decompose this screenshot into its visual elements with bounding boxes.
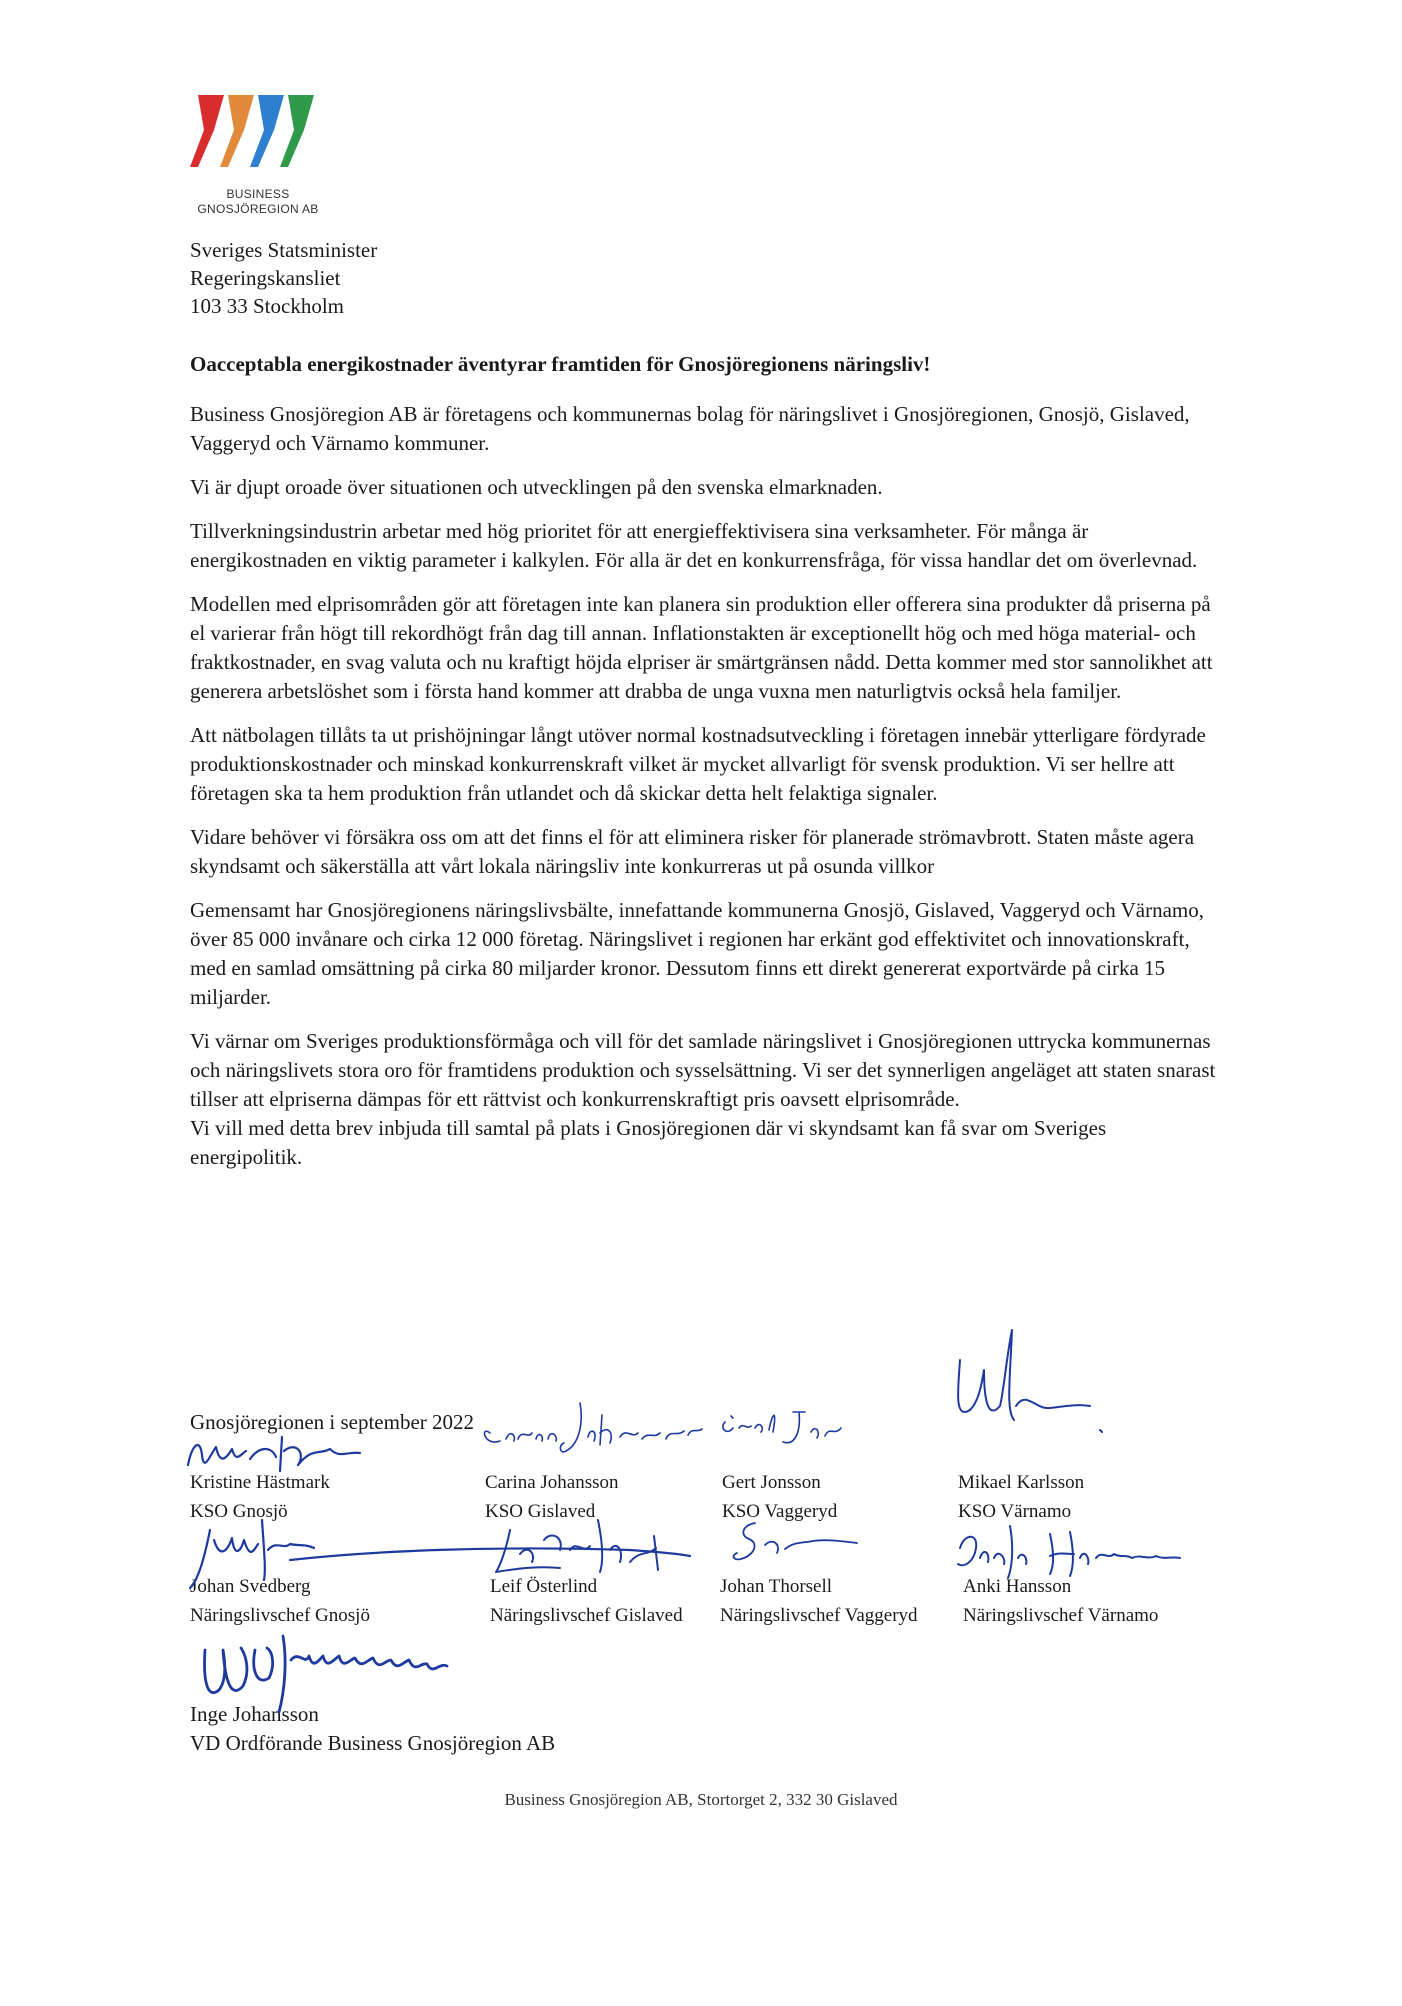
signatory-title: Näringslivschef Gislaved	[490, 1605, 683, 1626]
signature-kristine-scribble	[180, 1425, 380, 1485]
handwritten-gert: Gert Jon	[715, 1389, 770, 1406]
signatory-title: KSO Värnamo	[958, 1501, 1072, 1522]
signatory-name: Carina Johansson	[485, 1472, 619, 1493]
date-line: Gnosjöregionen i september 2022	[190, 1410, 475, 1434]
logo-line-1: BUSINESS	[226, 187, 290, 201]
paragraph: Modellen med elprisområden gör att företagen inte kan planera sin produktion eller offerera sina produkter då priserna på el varierar från högt till rekordhögt från dag till annan. Inflationstakten är exceptionellt hög och med höga material- och fraktkostnader, en svag valuta och nu kraftigt höjda elpriser är smärtgränsen nådd. Detta kommer med stor sannolikhet att generera arbetslöshet som i första hand kommer att drabba de unga vuxna men naturligtvis också hela familjer.	[190, 592, 1213, 703]
signatory-title: KSO Gnosjö	[190, 1501, 288, 1522]
signatory-name: Johan Svedberg	[190, 1576, 311, 1597]
recipient-address	[190, 236, 377, 320]
recipient-line-1: Sveriges Statsminister	[190, 238, 378, 262]
signatory-name: Anki Hansson	[963, 1576, 1072, 1597]
paragraph: Vidare behöver vi försäkra oss om att det finns el för att eliminera risker för planerade strömavbrott. Staten måste agera skyndsamt och säkerställa att vårt lokala näringsliv inte konkurreras ut på osunda villkor	[190, 825, 1195, 878]
recipient-line-2: Regeringskansliet	[190, 266, 341, 290]
signatory-title: Näringslivschef Värnamo	[963, 1605, 1159, 1626]
signatory-title: Näringslivschef Vaggeryd	[720, 1605, 918, 1626]
company-logo-text	[188, 187, 328, 217]
handwritten-carina: Carina Johansson	[470, 1382, 583, 1399]
paragraph: Business Gnosjöregion AB är företagens och kommunernas bolag för näringslivet i Gnosjöregionen, Gnosjö, Gislaved, Vaggeryd och Värnamo kommuner.	[190, 402, 1190, 455]
signature-anki-scribble	[950, 1518, 1200, 1588]
signatory-title: Näringslivschef Gnosjö	[190, 1605, 370, 1626]
logo-line-2: GNOSJÖREGION AB	[197, 202, 319, 216]
signatory-name: Gert Jonsson	[722, 1472, 821, 1493]
signatory-name: Johan Thorsell	[720, 1576, 833, 1597]
signature-carina-scribble	[470, 1382, 710, 1470]
signatory-block	[720, 1572, 918, 1630]
signature-gert-scribble	[715, 1389, 855, 1452]
signatory-title: KSO Vaggeryd	[722, 1501, 838, 1522]
signatory-name: Inge Johansson	[190, 1702, 319, 1726]
chevron-arrows-logo-icon	[190, 85, 325, 175]
signatory-title: VD Ordförande Business Gnosjöregion AB	[190, 1731, 556, 1755]
signature-johan-thorsell-scribble	[715, 1515, 875, 1575]
signature-inge-scribble	[195, 1630, 495, 1715]
paragraph: Att nätbolagen tillåts ta ut prishöjningar långt utöver normal kostnadsutveckling i företagen innebär ytterligare fördyrade produktionskostnader och minskad konkurrenskraft vilket är mycket allvarligt för svensk produktion. Vi ser hellre att företagen ska ta hem produktion från utlandet och då skickar detta helt felaktiga signaler.	[190, 723, 1206, 805]
paragraph: Gemensamt har Gnosjöregionens näringslivsbälte, innefattande kommunerna Gnosjö, Gislaved, Vaggeryd och Värnamo, över 85 000 invånare och cirka 12 000 företag. Näringslivet i regionen har erkänt god effektivitet och innovationskraft, med en samlad omsättning på cirka 80 miljarder kronor. Dessutom finns ett direkt genererat exportvärde på cirka 15 miljarder.	[190, 898, 1204, 1009]
paragraph: Vi vill med detta brev inbjuda till samtal på plats i Gnosjöregionen där vi skyndsamt kan få svar om Sveriges energipolitik.	[190, 1116, 1107, 1169]
letter-footer: Business Gnosjöregion AB, Stortorget 2, 332 30 Gislaved	[504, 1790, 898, 1809]
recipient-line-3: 103 33 Stockholm	[190, 294, 345, 318]
signature-mikael-scribble	[940, 1310, 1140, 1450]
letter-body	[190, 400, 1220, 1187]
letter-subject: Oacceptabla energikostnader äventyrar framtiden för Gnosjöregionens näringsliv!	[190, 352, 931, 376]
signatory-name: Leif Österlind	[490, 1576, 598, 1597]
signatory-title: KSO Gislaved	[485, 1501, 596, 1522]
signatory-name: Mikael Karlsson	[958, 1472, 1085, 1493]
paragraph: Vi är djupt oroade över situationen och utvecklingen på den svenska elmarknaden.	[190, 475, 883, 499]
signature-leif-scribble	[480, 1510, 680, 1580]
signatory-name: Kristine Hästmark	[190, 1472, 330, 1493]
paragraph: Vi värnar om Sveriges produktionsförmåga och vill för det samlade näringslivet i Gnosjöregionen uttrycka kommunernas och näringslivets stora oro för framtidens produktion och sysselsättning. Vi ser det synnerligen angeläget att staten snarast tillser att elpriserna dämpas för ett rättvist och konkurrenskraftigt pris oavsett elprisområde.	[190, 1029, 1216, 1111]
paragraph: Tillverkningsindustrin arbetar med hög prioritet för att energieffektivisera sina verksamheter. För många är energikostnaden en viktig parameter i kalkylen. För alla är det en konkurrensfråga, för vissa handlar det om överlevnad.	[190, 519, 1198, 572]
